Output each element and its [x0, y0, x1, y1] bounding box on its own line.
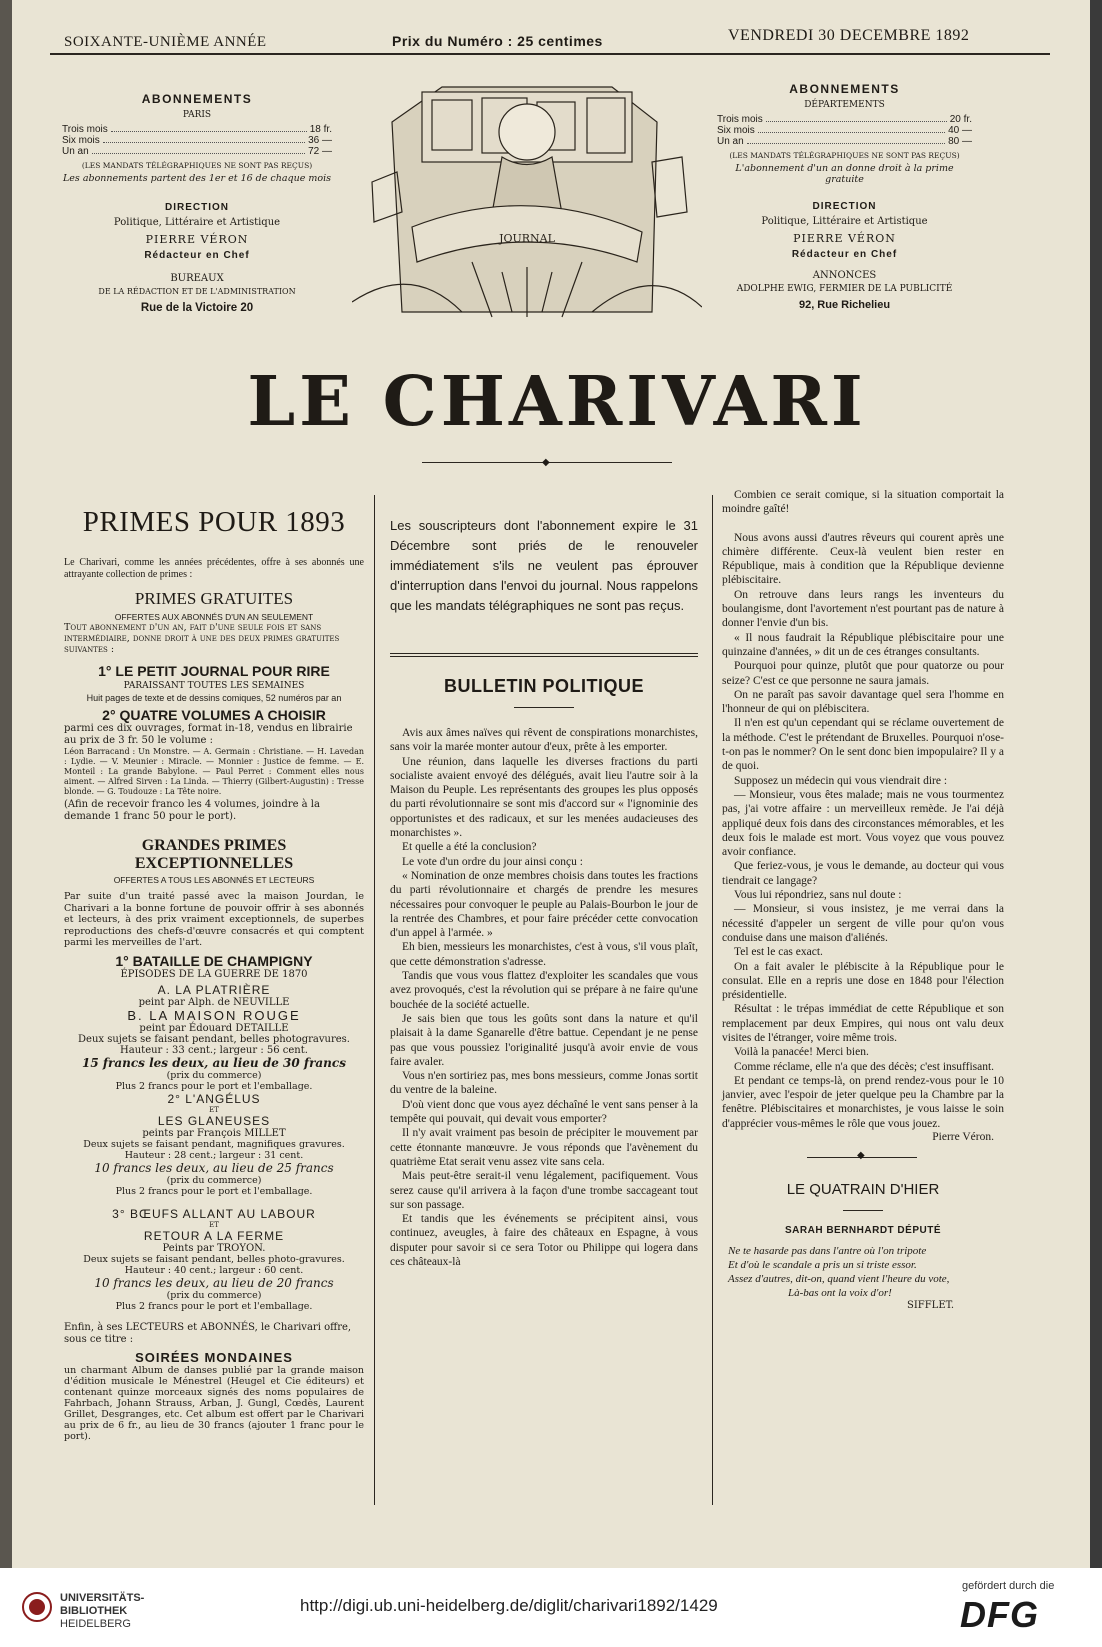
notice-rule	[390, 656, 698, 657]
prime-troyon-text: Deux sujets se faisant pendant, belles photo-gravures. Hauteur : 40 cent.; largeur : 60 cent.	[83, 1253, 345, 1276]
library-line: HEIDELBERG	[60, 1618, 131, 1630]
grandes-primes-title: GRANDES PRIMES EXCEPTIONNELLES	[134, 837, 294, 872]
bulletin-column	[390, 516, 698, 1269]
prime-boeufs: 3° BŒUFS ALLANT AU LABOUR	[112, 1206, 316, 1221]
book-binding-edge	[0, 0, 12, 1568]
prime-boeufs-et: ET	[209, 1220, 219, 1229]
continued-paragraph: Nous avons aussi d'autres rêveurs qui courent après une chimère différente. Ceux-là veulent bien rester en République, mais à condition que la République devienne plébiscitaire.	[722, 531, 1004, 587]
quatrain-line: Et d'où le scandale a pris un si triste essor.	[728, 1259, 917, 1272]
issue-price: Prix du Numéro : 25 centimes	[392, 33, 603, 49]
prime-volume-list: Léon Barracand : Un Monstre. — A. Germain : Christiane. — H. Lavedan : Lydie. — V. Meunier : Miracle. — Monnier : Justice de femme. — E. Monteil : La grande Babylone. — Paul Perret : Comment elles nous aiment. — Alfred Sirven : La Linda. — Thierry (Gilbert-Augustin) : Tresse blonde. — G. Toudouze : La Tête noire.	[64, 747, 364, 796]
subs-row: Six mois 40 —	[717, 125, 972, 136]
continued-paragraph: Que feriez-vous, je vous le demande, au docteur qui vous tiendrait ce langage?	[722, 860, 1004, 887]
prime-champigny-price: 15 francs les deux, au lieu de 30 francs	[82, 1055, 346, 1070]
prime-champigny-price-sub: (prix du commerce)	[166, 1069, 262, 1081]
prime-champigny-text: Deux sujets se faisant pendant, belles photogravures. Hauteur : 33 cent.; largeur : 56 cent.	[78, 1033, 350, 1056]
soirees-title: SOIRÉES MONDAINES	[135, 1349, 293, 1365]
continued-paragraph: Il n'en est qu'un cependant qui se réclame ouvertement de la méthode. C'est le prétendant de Bruxelles. Pourquoi n'ose-t-on pas le nommer? On le sent donc bien impopulaire? Il y a de quoi.	[722, 717, 1004, 773]
continued-paragraph: On a fait avaler le plébiscite à la République pour le consulat. Elle en a repris une dose en 1848 pour l'élection présidentielle.	[722, 960, 1004, 1002]
bureaux-address: Rue de la Victoire 20	[140, 302, 254, 314]
illustration-label: JOURNAL	[499, 232, 555, 245]
quatrain-rule	[843, 1210, 883, 1211]
digitization-footer	[0, 1568, 1102, 1647]
bulletin-body	[390, 726, 698, 1269]
primes-gratuites-text: Tout abonnement d'un an, fait d'une seule fois et sans intermédiaire, donne droit à une des deux primes gratuites suivantes :	[64, 622, 340, 655]
grandes-primes-text: Par suite d'un traité passé avec la maison Jourdan, le Charivari a la bonne fortune de pouvoir offrir à ses abonnés et lecteurs, à des prix vraiment exceptionnels, de superbes reproductions des chefs-d'œuvre consacrés et qui comptent parmi les merveilles de l'art.	[64, 891, 364, 948]
quatrain-subtitle: SARAH BERNHARDT DÉPUTÉ	[784, 1225, 941, 1237]
article-signature: Pierre Véron.	[932, 1131, 994, 1144]
library-name	[60, 1592, 144, 1631]
prime-glaneuses-text: Deux sujets se faisant pendant, magnifiques gravures. Hauteur : 28 cent.; largeur : 31 cent.	[83, 1138, 345, 1161]
continued-paragraph: Et pendant ce temps-là, on prend rendez-vous pour le 10 janvier, avec l'espoir de jeter quelque peu la Chambre par la fenêtre. Plébiscitaires et monarchistes, je vous laisse le soin d'apprécier vous-mêmes le rôle que vous jouez.	[722, 1074, 1004, 1130]
prime-glaneuses-port: Plus 2 francs pour le port et l'emballage.	[115, 1185, 313, 1197]
dfg-logo: DFG	[960, 1594, 1039, 1635]
subs-row: Six mois 36 —	[62, 135, 332, 146]
masthead-illustration	[352, 62, 702, 352]
continued-paragraph: Tel est le cas exact.	[734, 946, 823, 959]
bulletin-paragraph: Le vote d'un ordre du jour ainsi conçu :	[402, 855, 583, 868]
prime-petit-journal-text: Huit pages de texte et de dessins comiques, 52 numéros par an	[86, 693, 342, 703]
library-line: UNIVERSITÄTS-	[60, 1592, 145, 1604]
prime-champigny-sub: ÉPISODES DE LA GUERRE DE 1870	[120, 968, 308, 980]
quatrain-poem	[722, 1244, 1004, 1300]
direction-sub: Politique, Littéraire et Artistique	[761, 216, 928, 227]
primes-intro: Le Charivari, comme les années précédentes, offre à ses abonnés une attrayante collection de primes :	[64, 557, 364, 580]
continued-paragraph: Comme réclame, elle n'a que des décès; c'est insuffisant.	[734, 1060, 995, 1073]
bulletin-paragraph: « Nomination de onze membres choisis dans toutes les fractions du parti révolutionnaire et chargés de prendre les mesures nécessaires pour convoquer le peuple au Palais-Bourbon le jour de la rentrée des Chambres, et pour faire précéder cette convocation d'un appel à l'armée. »	[390, 869, 698, 940]
subs-row: Trois mois 20 fr.	[717, 114, 972, 125]
continued-paragraph: « Il nous faudrait la République plébiscitaire pour une quinzaine d'années, » dit un de ces étranges consultants.	[722, 631, 1004, 658]
soirees-intro: Enfin, à ses LECTEURS et ABONNÉS, le Charivari offre, sous ce titre :	[64, 1321, 352, 1345]
prime-glaneuses-by: peints par François MILLET	[142, 1127, 286, 1139]
prime-quatre-volumes-text: parmi ces dix ouvrages, format in-18, vendus en librairie au prix de 3 fr. 50 le volume :	[64, 723, 353, 746]
continued-paragraph: Combien ce serait comique, si la situation comportait la moindre gaîté!	[722, 489, 1004, 516]
permalink-url[interactable]: http://digi.ub.uni-heidelberg.de/diglit/charivari1892/1429	[300, 1596, 718, 1615]
subs-row: Un an 72 —	[62, 146, 332, 157]
subs-note: (LES MANDATS TÉLÉGRAPHIQUES NE SONT PAS REÇUS)	[81, 161, 313, 170]
prime-troyon-price-sub: (prix du commerce)	[166, 1289, 262, 1301]
grandes-primes-sub: OFFERTES A TOUS LES ABONNÉS ET LECTEURS	[113, 875, 315, 885]
prime-petit-journal-sub: PARAISSANT TOUTES LES SEMAINES	[123, 681, 305, 691]
continued-paragraph: — Monsieur, vous êtes malade; mais ne vous tourmentez pas, j'ai votre affaire : un merveilleux remède. Je l'ai déjà appliqué deux fois dans des circonstances mémorables, et les deux fois le malade est mort. Vous voyez que vous pouvez avoir confiance.	[722, 788, 1004, 859]
quatrain-line: Assez d'autres, dit-on, quand vient l'heure du vote,	[728, 1273, 950, 1286]
subs-row: Un an 80 —	[717, 136, 972, 147]
continued-paragraph: On ne paraît pas savoir davantage quel sera l'homme en l'honneur de qui on plébiscitera.	[722, 688, 1004, 716]
primes-gratuites-sub: OFFERTES AUX ABONNÉS D'UN AN SEULEMENT	[114, 612, 314, 622]
bulletin-paragraph: Une réunion, dans laquelle les diverses fractions du parti socialiste avaient envoyé des délégués, avait lieu l'autre soir à la Maison du Peuple. Les représentants des groupes les plus opposés du parti révolutionnaire se sont mis d'accord sur « l'ignominie des opportunistes et des radicaux, et sur les menées audacieuses des monarchistes ».	[390, 755, 698, 840]
continued-paragraph: — Monsieur, si vous insistez, je me verrai dans la nécessité d'appeler un sergent de ville pour qu'on vous conduise dans une maison d'aliénés.	[722, 903, 1004, 944]
subs-italic: L'abonnement d'un an donne droit à la prime gratuite	[735, 163, 954, 185]
bulletin-paragraph: Je sais bien que tous les goûts sont dans la nature et qu'il plaisait à la dame Sganarelle d'être battue. Cependant je ne pense pas que vous poussiez l'originalité jusqu'à avoir envie de vous faire avaler.	[390, 1012, 698, 1068]
annonces-address: 92, Rue Richelieu	[798, 299, 891, 311]
subs-region: DÉPARTEMENTS	[804, 100, 885, 110]
editor-name: PIERRE VÉRON	[793, 232, 896, 245]
edition-year: SOIXANTE-UNIÈME ANNÉE	[64, 34, 267, 50]
subs-region: PARIS	[182, 110, 212, 120]
prime-volumes-note: (Afin de recevoir franco les 4 volumes, joindre à la demande 1 franc 50 pour le port).	[64, 799, 320, 822]
quatrain-line: Là-bas ont la voix d'or!	[788, 1287, 892, 1300]
bureaux-title: BUREAUX	[170, 273, 224, 284]
quatrain-title: LE QUATRAIN D'HIER	[786, 1181, 940, 1199]
masthead-title: LE CHARIVARI	[247, 362, 867, 442]
subs-title: ABONNEMENTS	[789, 82, 900, 96]
direction-title: DIRECTION	[812, 201, 877, 212]
funding-note: gefördert durch die	[962, 1580, 1055, 1592]
quatrain-signature: SIFFLET.	[907, 1300, 954, 1312]
bulletin-paragraph: Eh bien, messieurs les monarchistes, c'est à vous, s'il vous plaît, que cette démonstration s'adresse.	[390, 941, 698, 968]
continued-paragraph: Résultat : le trépas immédiat de cette République et son remplacement par deux Empires, qui nous ont valu deux visites de l'étranger, voire même trois.	[722, 1003, 1004, 1044]
editor-role: Rédacteur en Chef	[144, 250, 250, 261]
editor-name: PIERRE VÉRON	[145, 233, 249, 246]
bulletin-title: BULLETIN POLITIQUE	[444, 676, 644, 696]
prime-platriere-by: peint par Alph. de NEUVILLE	[138, 996, 290, 1008]
prime-troyon-price: 10 francs les deux, au lieu de 20 francs	[94, 1275, 334, 1290]
bulletin-paragraph: Mais peut-être serait-il venu légalement, pacifiquement. Vous serez cause qu'il arrivera à la façon d'une trombe saccageant tout sur son passage.	[390, 1170, 698, 1211]
prime-quatre-volumes: 2° QUATRE VOLUMES A CHOISIR	[102, 707, 326, 723]
continued-body	[722, 488, 1004, 1131]
notice-rule	[390, 653, 698, 654]
continued-paragraph: Supposez un médecin qui vous viendrait dire :	[734, 774, 948, 787]
ornament-diamond-icon: ◆	[857, 1150, 865, 1162]
prime-angelus-et: ET	[209, 1105, 219, 1114]
prime-champigny: 1° BATAILLE DE CHAMPIGNY	[115, 952, 313, 969]
continued-paragraph: Pourquoi pour quinze, plutôt que pour quatorze ou pour seize? C'est ce que personne ne saura jamais.	[722, 660, 1004, 687]
subscriptions-departements	[717, 82, 972, 311]
prime-petit-journal: 1° LE PETIT JOURNAL POUR RIRE	[98, 663, 330, 679]
issue-date: VENDREDI 30 DECEMBRE 1892	[728, 27, 970, 44]
editor-role: Rédacteur en Chef	[791, 249, 898, 260]
primes-title: PRIMES POUR 1893	[82, 506, 346, 538]
bulletin-paragraph: Vous n'en sortiriez pas, mes bons messieurs, comme Jonas sortit du ventre de la baleine.	[390, 1070, 698, 1097]
quatrain-separator	[722, 1143, 1004, 1173]
prime-troyon-by: Peints par TROYON.	[162, 1242, 266, 1254]
continued-paragraph: Vous lui répondriez, sans nul doute :	[734, 889, 902, 902]
direction-sub: Politique, Littéraire et Artistique	[113, 217, 281, 228]
prime-troyon-port: Plus 2 francs pour le port et l'emballage.	[115, 1300, 313, 1312]
prime-champigny-port: Plus 2 francs pour le port et l'emballage.	[115, 1080, 313, 1092]
header-rule	[50, 53, 1050, 55]
soirees-text: un charmant Album de danses publié par la grande maison d'édition musicale le Ménestrel (Heugel et Cie éditeurs) et contenant quinze morceaux signés des noms populaires de Fahrbach, Johann Strauss, Arban, J. Gungl, Cœdès, Laurent Grillet, Desgranges, etc. Cet album est offert par le Charivari au prix de 6 fr., au lieu de 30 francs (ajouter 1 franc pour le port).	[64, 1364, 364, 1442]
subs-note: (LES MANDATS TÉLÉGRAPHIQUES NE SONT PAS REÇUS)	[729, 151, 960, 160]
continued-paragraph: On retrouve dans leurs rangs les inventeurs du boulangisme, dont l'avortement n'est pourtant pas de nature à donner l'envie d'un bis.	[722, 588, 1004, 630]
bulletin-paragraph: Tandis que vous vous flattez d'exploiter les scandales que vous avez provoqués, c'est la révolution qui se prépare à ne faire qu'une bouchée de la société actuelle.	[390, 970, 698, 1011]
subs-italic: Les abonnements partent des 1er et 16 de chaque mois	[63, 173, 331, 184]
bureaux-sub: DE LA RÉDACTION ET DE L'ADMINISTRATION	[98, 287, 296, 296]
prime-maison-rouge: B. LA MAISON ROUGE	[127, 1007, 301, 1023]
subscriptions-paris	[62, 92, 332, 314]
library-line: BIBLIOTHEK	[60, 1605, 128, 1617]
prime-retour-ferme: RETOUR A LA FERME	[143, 1228, 285, 1243]
primes-gratuites-title: PRIMES GRATUITES	[134, 589, 294, 608]
renewal-notice: Les souscripteurs dont l'abonnement expire le 31 Décembre sont priés de le renouveler immédiatement s'ils ne veulent pas éprouver d'interruption dans l'envoi du journal. Nous rappelons que les mandats télégraphiques ne sont pas reçus.	[390, 518, 698, 613]
prime-maison-rouge-by: peint par Édouard DETAILLE	[139, 1022, 289, 1034]
subs-title: ABONNEMENTS	[141, 92, 253, 106]
prime-platriere: A. LA PLATRIÈRE	[157, 982, 271, 997]
column-separator	[374, 495, 375, 1505]
column-separator	[712, 495, 713, 1505]
continued-column	[722, 488, 1004, 1311]
bulletin-paragraph: D'où vient donc que vous ayez déchaîné le vent sans penser à la tempête qui pouvait, qui devait vous emporter?	[390, 1098, 698, 1126]
primes-column	[64, 506, 364, 1442]
newspaper-page	[12, 0, 1090, 1568]
annonces-sub: ADOLPHE EWIG, FERMIER DE LA PUBLICITÉ	[736, 284, 953, 294]
university-seal-icon	[22, 1590, 52, 1624]
bulletin-paragraph: Avis aux âmes naïves qui rêvent de conspirations monarchistes, sans voir la marée monter autour d'eux, prête à les emporter.	[390, 727, 698, 754]
prime-glaneuses-price: 10 francs les deux, au lieu de 25 francs	[94, 1160, 334, 1175]
bulletin-paragraph: Il n'y avait vraiment pas besoin de précipiter le mouvement par cette étonnante manœuvre. Je vous réponds que l'avènement du quatrième Etat serait venu assez vite sans cela.	[390, 1127, 698, 1168]
annonces-title: ANNONCES	[812, 270, 877, 281]
quatrain-line: Ne te hasarde pas dans l'antre où l'on tripote	[728, 1245, 927, 1258]
bulletin-rule	[514, 707, 574, 708]
prime-glaneuses-price-sub: (prix du commerce)	[166, 1174, 262, 1186]
prime-angelus: 2° L'ANGÉLUS	[167, 1091, 261, 1106]
continued-paragraph: Voilà la panacée! Merci bien.	[734, 1046, 869, 1059]
bulletin-paragraph: Et quelle a été la conclusion?	[402, 841, 537, 854]
subs-row: Trois mois 18 fr.	[62, 124, 332, 135]
direction-title: DIRECTION	[165, 202, 229, 213]
caricature-drawing	[352, 62, 702, 352]
ornament-diamond-icon: ◆	[542, 457, 550, 468]
bulletin-paragraph: Et tandis que les événements se précipitent ainsi, vous continuez, aveugles, à faire des châteaux en Espagne, à vous disputer pour savoir si ce sera Totor ou Philippe qui logera dans ces châteaux-là	[390, 1213, 698, 1268]
prime-glaneuses: LES GLANEUSES	[157, 1113, 271, 1128]
